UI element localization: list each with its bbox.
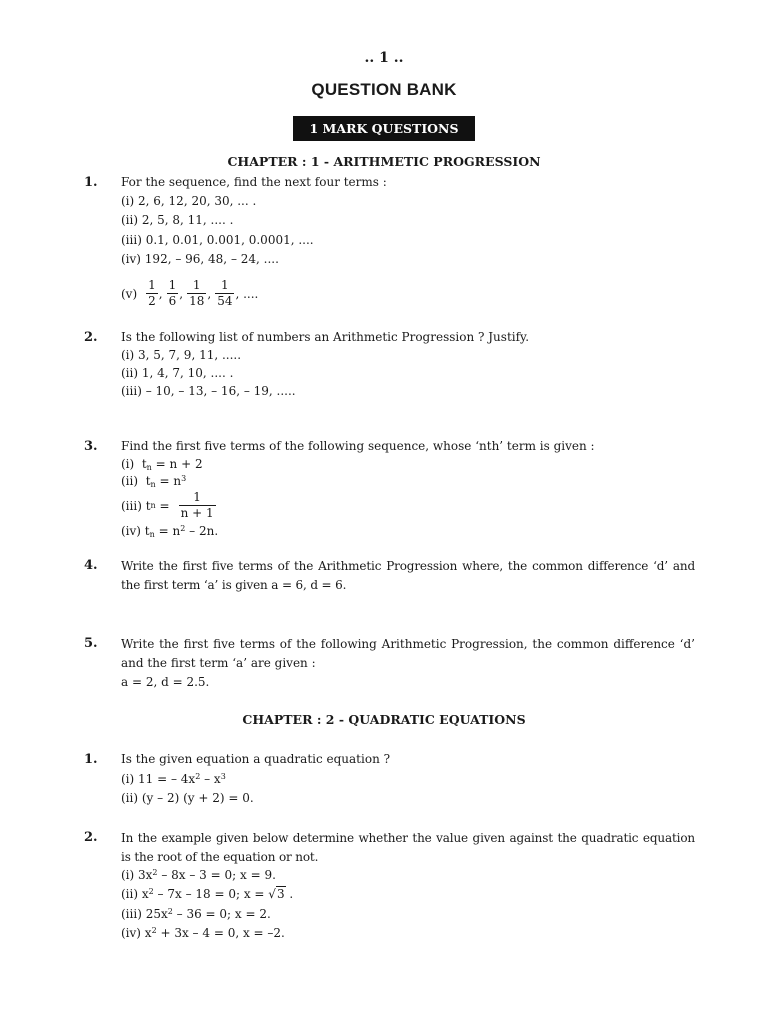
separator: ,	[207, 286, 212, 301]
part-label: (ii)	[121, 474, 139, 488]
superscript: 2	[148, 887, 154, 896]
ch1-q5-values: a = 2, d = 2.5.	[121, 675, 210, 689]
fraction-numerator: 1	[192, 278, 201, 292]
ch1-q5-text: Write the first five terms of the following Arithmetic Progression, the common difference ‘d’ and the first term ‘a’ are given :	[121, 637, 695, 670]
fraction-denominator: 6	[168, 294, 177, 308]
fraction-numerator: 1	[193, 490, 201, 504]
fraction-denominator: 18	[189, 294, 205, 308]
sequence-ellipsis: , ....	[235, 286, 259, 301]
expression: .	[285, 887, 294, 901]
ch1-q3-part-ii	[121, 474, 186, 489]
subscript: n	[150, 501, 156, 510]
radicand: 3	[276, 887, 285, 901]
equals-sign: =	[159, 498, 170, 513]
ch1-q1-v-label: (v)	[121, 286, 138, 301]
radical-sign-icon: √	[268, 887, 276, 901]
expression: = n	[159, 474, 182, 488]
ch1-q4-text: Write the first five terms of the Arithmetic Progression where, the common difference ‘d’ and the first term ‘a’ is given a = 6, d = 6.	[121, 559, 695, 592]
ch1-q3-part-iv	[121, 524, 218, 539]
ch2-q2-part-i	[121, 868, 276, 882]
square-root	[268, 887, 285, 901]
ch1-q1-part-i: (i) 2, 6, 12, 20, 30, ... .	[121, 194, 257, 208]
fraction-denominator: n + 1	[180, 506, 214, 520]
expression: + 3x – 4 = 0, x = –2.	[156, 926, 285, 940]
ch1-q1-part-v	[121, 278, 258, 309]
ch1-q3-text: Find the first five terms of the following sequence, whose ‘nth’ term is given :	[121, 439, 595, 453]
ch1-q1-text: For the sequence, find the next four terms :	[121, 175, 387, 189]
ch1-q2-number: 2.	[84, 330, 98, 345]
ch2-q2-part-ii	[121, 887, 293, 901]
superscript: 2	[152, 868, 158, 877]
expression: (i) 11 = – 4x	[121, 772, 196, 786]
ch1-q1-number: 1.	[84, 175, 98, 190]
ch2-q1-part-i	[121, 772, 226, 786]
chapter-1-heading: CHAPTER : 1 - ARITHMETIC PROGRESSION	[227, 154, 541, 169]
ch2-q1-number: 1.	[84, 752, 98, 767]
expression: (ii) x	[121, 887, 149, 901]
superscript: 3	[181, 474, 187, 483]
page-title: QUESTION BANK	[311, 80, 457, 99]
ch1-q4-number: 4.	[84, 558, 98, 573]
superscript: 3	[220, 772, 226, 781]
ch2-q2-text: In the example given below determine whether the value given against the quadratic equation is the root of the equation or not.	[121, 831, 695, 864]
expression: – x	[200, 772, 221, 786]
chapter-2-heading: CHAPTER : 2 - QUADRATIC EQUATIONS	[242, 712, 526, 727]
ch1-q3-number: 3.	[84, 439, 98, 454]
subscript: n	[149, 530, 155, 539]
ch1-q3-part-iii	[121, 490, 217, 521]
expression: (iii) 25x	[121, 907, 168, 921]
separator: ,	[158, 286, 163, 301]
expression: – 2n.	[189, 524, 219, 538]
separator: ,	[179, 286, 184, 301]
expression: = n + 2	[155, 457, 203, 471]
expression: = n	[158, 524, 181, 538]
section-badge: 1 MARK QUESTIONS	[293, 116, 475, 141]
fraction	[179, 490, 216, 521]
part-label: (iii) t	[121, 498, 151, 513]
expression: – 36 = 0; x = 2.	[172, 907, 271, 921]
fraction-numerator: 1	[168, 278, 177, 292]
page-number: .. 1 ..	[364, 50, 404, 66]
subscript: n	[150, 480, 156, 489]
fraction	[167, 278, 179, 309]
part-label: (iv) t	[121, 524, 150, 538]
ch2-q2-part-iv	[121, 926, 285, 940]
ch2-q2-part-iii	[121, 907, 271, 921]
subscript: n	[146, 463, 152, 472]
ch1-q1-part-iii: (iii) 0.1, 0.01, 0.001, 0.0001, ....	[121, 233, 314, 247]
superscript: 2	[180, 524, 186, 533]
ch1-q2-part-ii: (ii) 1, 4, 7, 10, .... .	[121, 366, 234, 380]
part-label: (i)	[121, 457, 135, 471]
term-symbol: t	[145, 474, 151, 488]
fraction	[146, 278, 158, 309]
superscript: 2	[167, 907, 173, 916]
ch1-q2-text: Is the following list of numbers an Arithmetic Progression ? Justify.	[121, 330, 530, 344]
superscript: 2	[151, 926, 157, 935]
ch2-q1-text: Is the given equation a quadratic equation ?	[121, 752, 391, 766]
ch2-q2-number: 2.	[84, 830, 98, 845]
expression: – 8x – 3 = 0; x = 9.	[157, 868, 276, 882]
ch1-q3-part-i	[121, 457, 203, 472]
fraction-numerator: 1	[148, 278, 156, 292]
ch1-q1-part-iv: (iv) 192, – 96, 48, – 24, ....	[121, 252, 279, 266]
fraction	[187, 278, 206, 309]
term-symbol: t	[141, 457, 147, 471]
fraction-denominator: 54	[217, 294, 233, 308]
ch1-q2-part-i: (i) 3, 5, 7, 9, 11, .....	[121, 348, 242, 362]
fraction-denominator: 2	[148, 294, 156, 308]
ch1-q2-part-iii: (iii) – 10, – 13, – 16, – 19, .....	[121, 384, 296, 398]
ch1-q5-number: 5.	[84, 636, 98, 651]
fraction-numerator: 1	[221, 278, 229, 292]
superscript: 2	[195, 772, 201, 781]
expression: (iv) x	[121, 926, 152, 940]
expression: – 7x – 18 = 0; x =	[153, 887, 269, 901]
ch2-q1-part-ii: (ii) (y – 2) (y + 2) = 0.	[121, 791, 254, 805]
fraction	[215, 278, 234, 309]
ch1-q1-part-ii: (ii) 2, 5, 8, 11, .... .	[121, 213, 234, 227]
expression: (i) 3x	[121, 868, 153, 882]
